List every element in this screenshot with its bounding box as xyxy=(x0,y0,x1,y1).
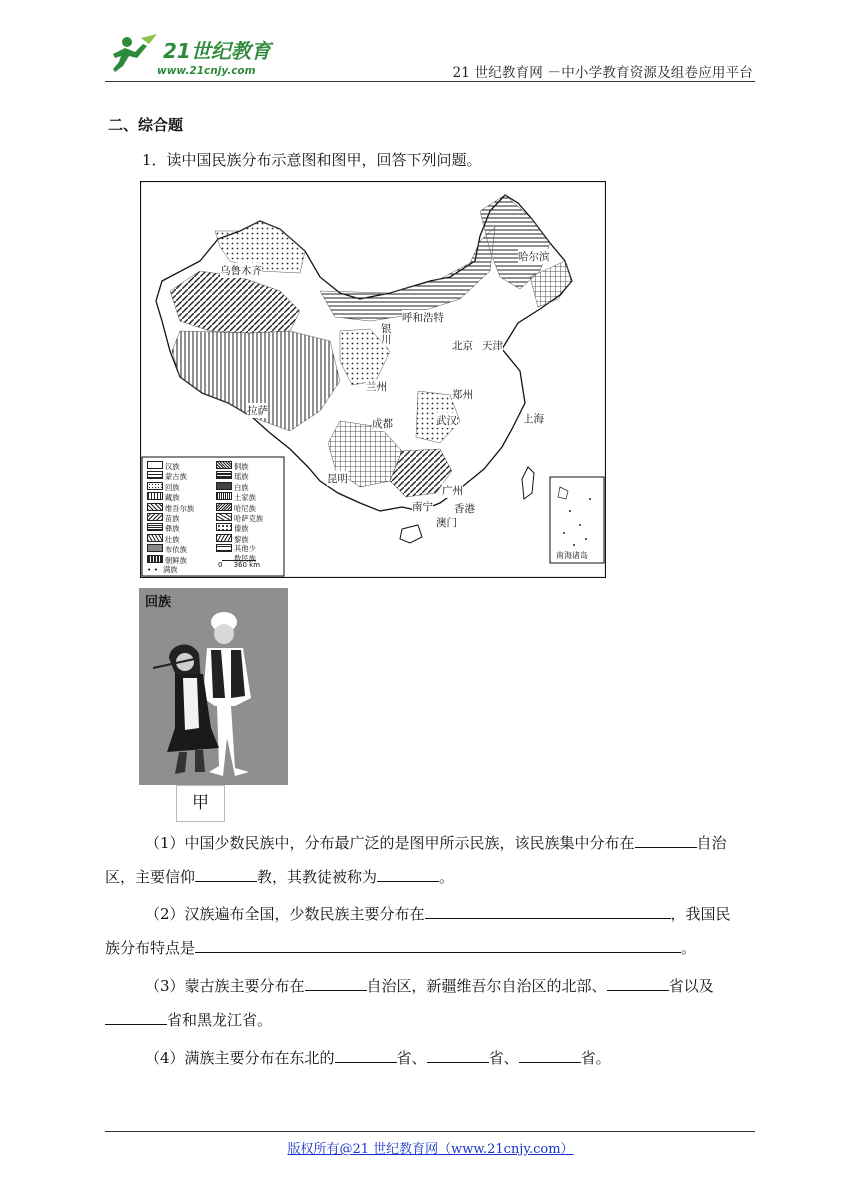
footer-divider xyxy=(105,1131,755,1132)
part-text: （4）满族主要分布在东北的 xyxy=(145,1049,335,1067)
legend-item: 维吾尔族 xyxy=(147,503,194,513)
legend-item: 瑶族 xyxy=(216,471,263,481)
city-label: 澳门 xyxy=(436,517,457,529)
legend-item: 土家族 xyxy=(216,492,263,502)
city-label: 乌鲁木齐 xyxy=(220,265,262,277)
part-text: 省和黑龙江省。 xyxy=(167,1011,273,1029)
legend-item: 黎族 xyxy=(216,534,263,544)
part-text: 省、 xyxy=(488,1049,519,1067)
answer-blank[interactable] xyxy=(519,1044,581,1063)
legend-item: 侗族 xyxy=(216,461,263,471)
answer-blank[interactable] xyxy=(425,900,671,919)
logo-text: 21世纪教育 xyxy=(163,39,271,63)
header-divider xyxy=(105,81,755,82)
part-text: 省、 xyxy=(396,1049,427,1067)
part-text: （2）汉族遍布全国，少数民族主要分布在 xyxy=(145,905,425,923)
header-platform-text: 21 世纪教育网 －中小学教育资源及组卷应用平台 xyxy=(452,65,753,81)
city-label: 呼和浩特 xyxy=(402,312,444,324)
map-scale: 0 360 km xyxy=(218,561,261,569)
part-text: 省以及 xyxy=(668,977,714,995)
part-text: （1）中国少数民族中，分布最广泛的是图甲所示民族，该民族集中分布在 xyxy=(145,834,635,852)
legend-item: 回族 xyxy=(147,482,194,492)
part-text: 族分布特点是 xyxy=(105,939,196,957)
city-label: 兰州 xyxy=(366,381,387,393)
answer-blank[interactable] xyxy=(607,972,669,991)
part-text: 教，其教徒被称为 xyxy=(257,868,378,886)
legend-item: 藏族 xyxy=(147,492,194,502)
inset-label: 南海诸岛 xyxy=(556,551,588,560)
city-label: 南宁 xyxy=(412,501,433,513)
legend-item: 苗族 xyxy=(147,513,194,523)
city-label: 郑州 xyxy=(452,389,473,401)
part-text: 省。 xyxy=(580,1049,611,1067)
part-text: 区，主要信仰 xyxy=(105,868,196,886)
legend-item: 哈萨克族 xyxy=(216,513,263,523)
legend-item: 傣族 xyxy=(216,523,263,533)
city-label: 香港 xyxy=(454,503,475,515)
map-labels xyxy=(140,181,606,578)
legend-item: 其他少数民族 xyxy=(216,544,263,563)
city-label: 哈尔滨 xyxy=(518,251,550,263)
legend-right-col xyxy=(216,461,263,563)
legend-item: 蒙古族 xyxy=(147,471,194,481)
legend-item: • • 满族 xyxy=(147,565,178,575)
section-title: 二、综合题 xyxy=(108,116,184,134)
legend-item: 汉族 xyxy=(147,461,194,471)
legend-item: 白族 xyxy=(216,482,263,492)
question-part-2 xyxy=(105,897,755,965)
legend-item: 朝鲜族 xyxy=(147,555,194,565)
legend-item: 布依族 xyxy=(147,544,194,554)
part-text: 。 xyxy=(681,939,697,957)
page-header xyxy=(105,28,755,84)
city-label: 武汉 xyxy=(436,415,457,427)
city-label: 拉萨 xyxy=(247,405,268,417)
runner-icon xyxy=(113,34,157,72)
city-label: 上海 xyxy=(523,413,544,425)
part-text: 。 xyxy=(439,868,455,886)
logo-url: www.21cnjy.com xyxy=(157,65,256,77)
answer-blank[interactable] xyxy=(105,1006,167,1025)
city-label: 北京 xyxy=(452,340,473,352)
city-label: 广州 xyxy=(442,485,463,497)
legend-item: 彝族 xyxy=(147,523,194,533)
logo xyxy=(105,32,280,78)
part-text: ，我国民 xyxy=(670,905,731,923)
part-text: （3）蒙古族主要分布在 xyxy=(145,977,305,995)
question-intro: 1．读中国民族分布示意图和图甲，回答下列问题。 xyxy=(142,151,482,169)
city-label: 天津 xyxy=(482,340,503,352)
legend-item: 哈尼族 xyxy=(216,503,263,513)
answer-blank[interactable] xyxy=(335,1044,397,1063)
answer-blank[interactable] xyxy=(635,829,697,848)
answer-blank[interactable] xyxy=(195,863,257,882)
legend-item: 壮族 xyxy=(147,534,194,544)
photo-label: 回族 xyxy=(145,595,172,610)
question-part-4 xyxy=(105,1041,755,1075)
answer-blank[interactable] xyxy=(377,863,439,882)
footer-copyright-link[interactable]: 版权所有@21 世纪教育网（www.21cnjy.com） xyxy=(287,1142,574,1157)
hui-ethnic-photo xyxy=(139,588,288,785)
part-text: 自治 xyxy=(696,834,727,852)
answer-blank[interactable] xyxy=(195,934,681,953)
legend-left-col xyxy=(147,461,194,574)
answer-blank[interactable] xyxy=(427,1044,489,1063)
figure-caption: 甲 xyxy=(176,785,225,822)
answer-blank[interactable] xyxy=(305,972,367,991)
city-label: 昆明 xyxy=(327,473,348,485)
question-part-3 xyxy=(105,969,755,1037)
city-label: 成都 xyxy=(372,418,393,430)
city-label: 银川 xyxy=(381,323,392,346)
part-text: 自治区，新疆维吾尔自治区的北部、 xyxy=(366,977,607,995)
question-part-1 xyxy=(105,826,755,894)
